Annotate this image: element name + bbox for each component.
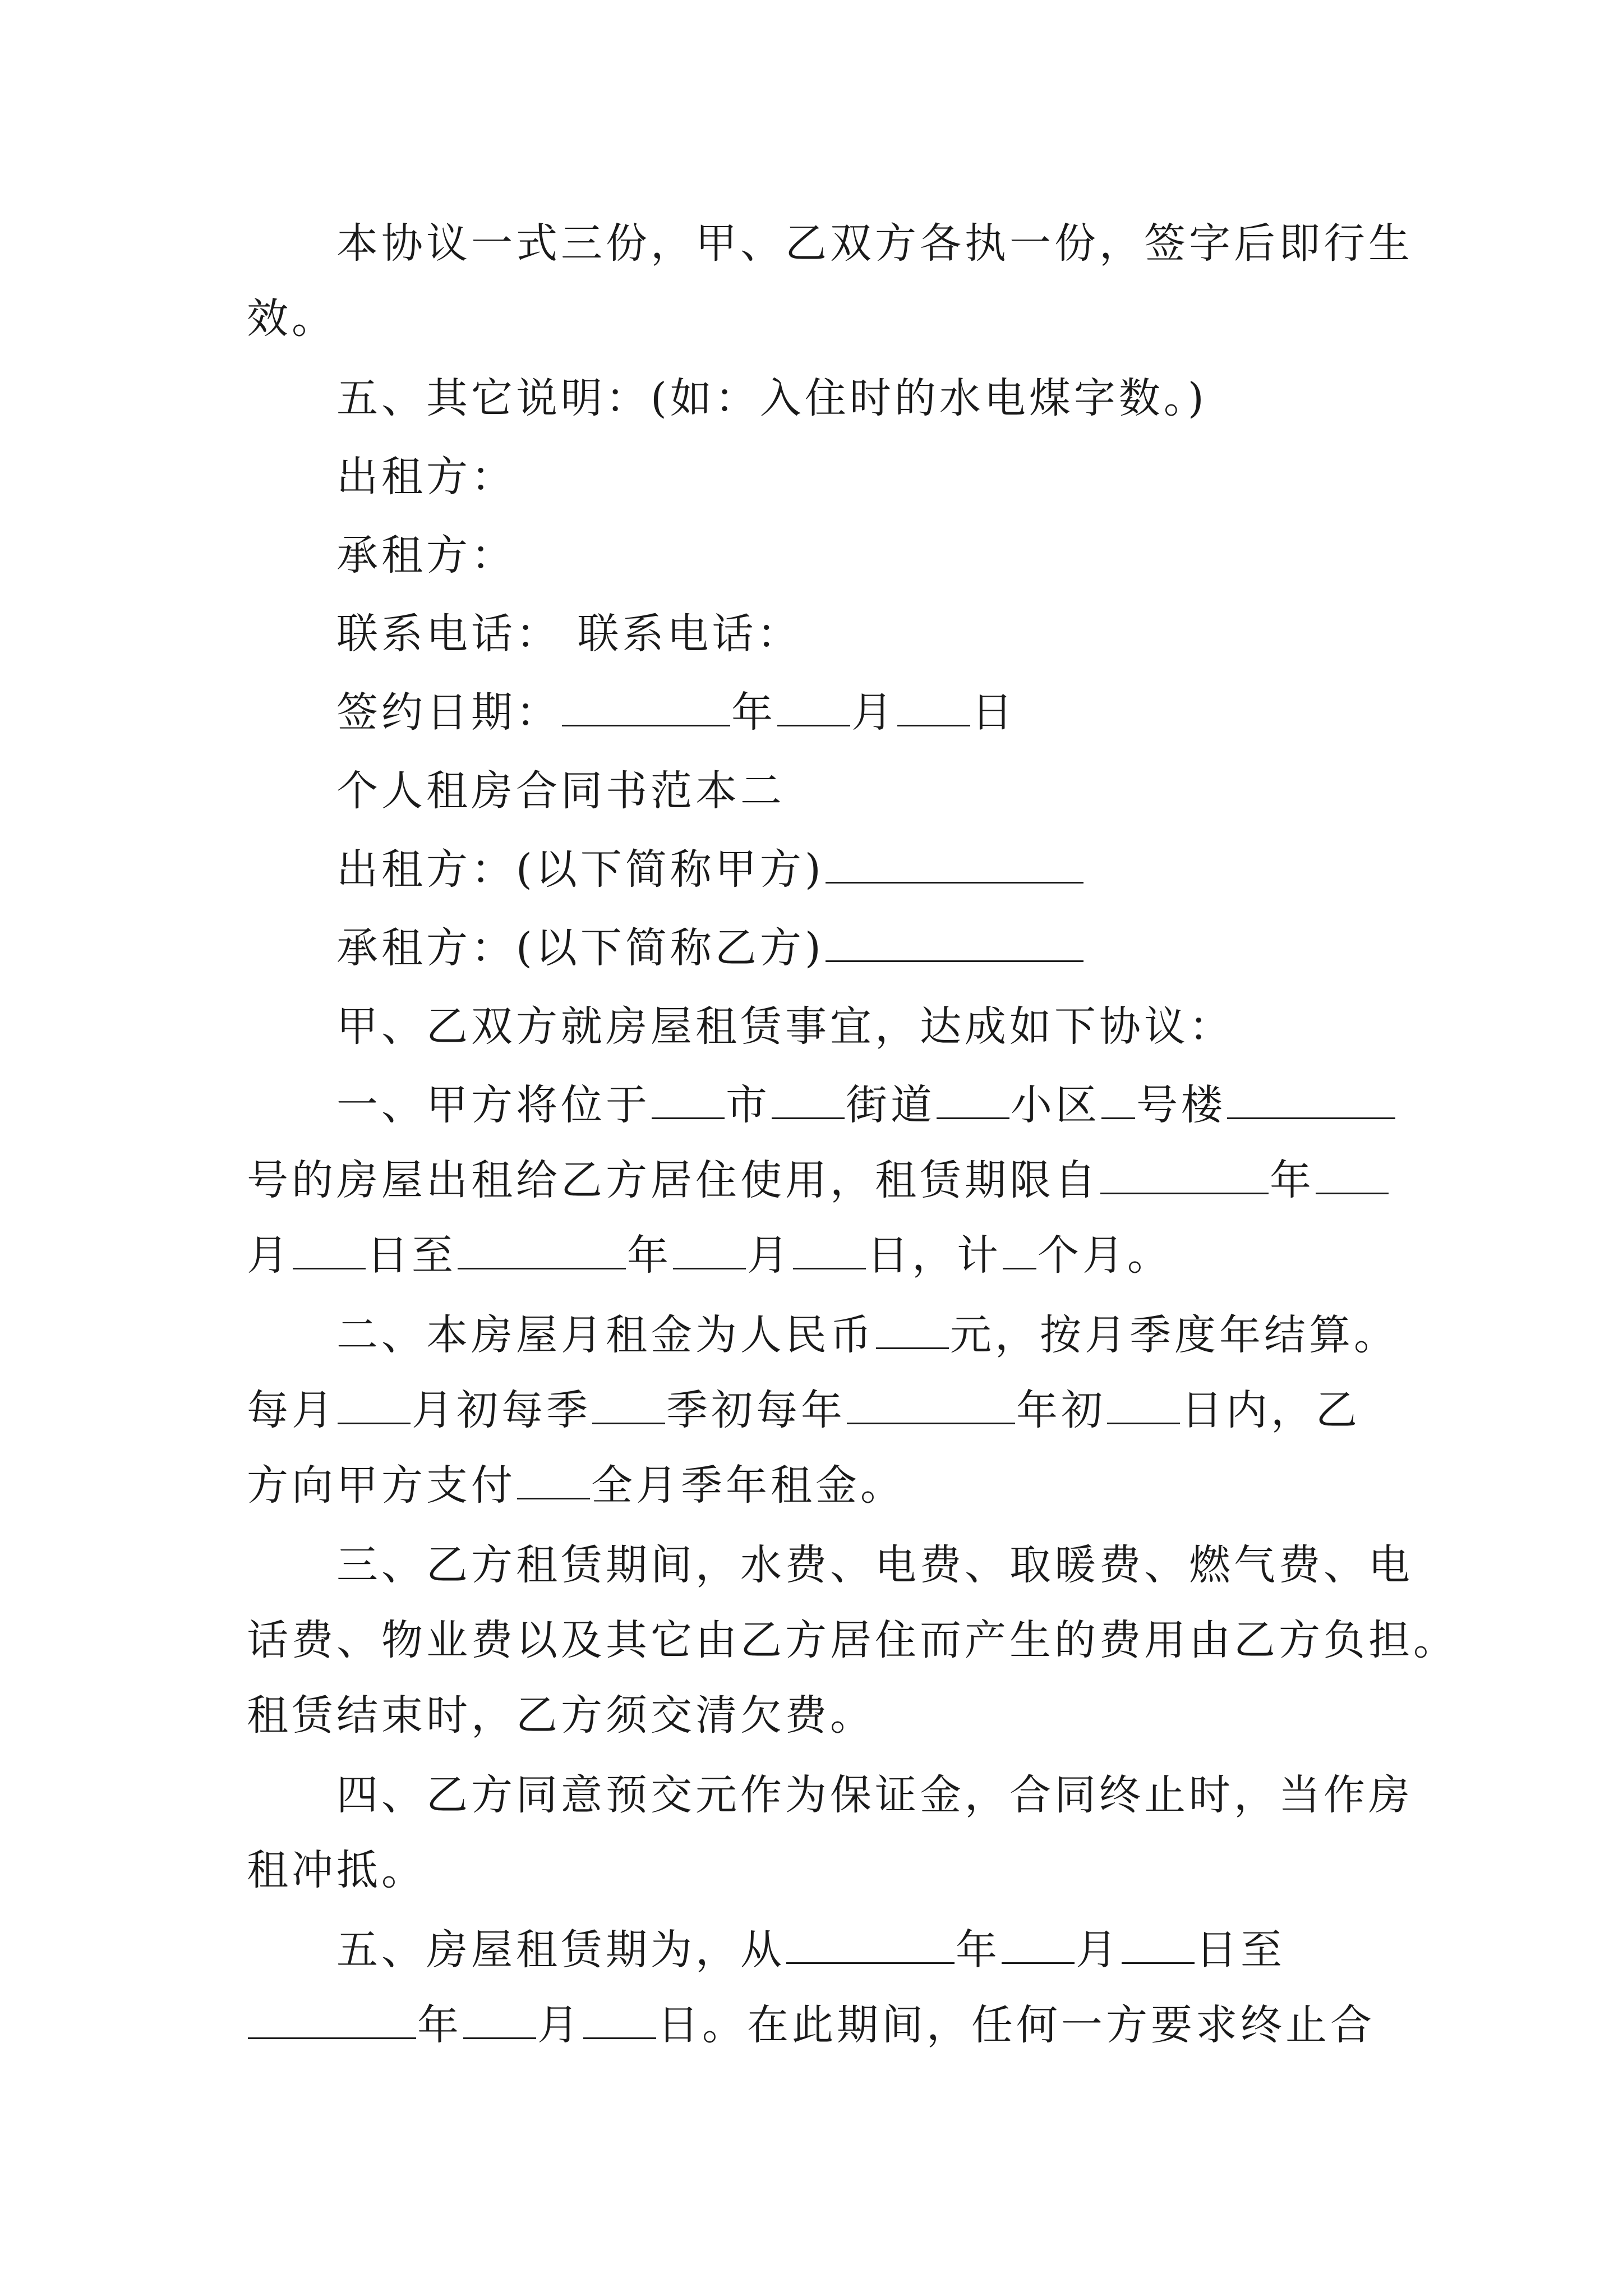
clause-2-line-2: 每月 月初每季 季初每年 年初 日内，乙 xyxy=(247,1386,1361,1434)
clause-4-line-1: 四、乙方同意预交元作为保证金，合同终止时，当作房 xyxy=(336,1771,1413,1819)
clause-5-line-2: 年 月 日。在此期间，任何一方要求终止合 xyxy=(247,1997,1391,2053)
lessee-label: 承租方： xyxy=(336,531,516,579)
agreement-intro: 甲、乙双方就房屋租赁事宜，达成如下协议： xyxy=(336,1002,1234,1051)
lessor-label: 出租方： xyxy=(336,453,516,501)
clause-1-line-3: 月 日至 年 月 日，计 个月。 xyxy=(247,1231,1172,1280)
clause-1-line-2: 号的房屋出租给乙方居住使用，租赁期限自 年 xyxy=(247,1152,1391,1208)
party-b-line: 承租方：(以下简称乙方) xyxy=(247,920,1391,976)
section-5-note: 五、其它说明：(如：入住时的水电煤字数。) xyxy=(336,374,1207,422)
contract-title: 个人租房合同书范本二 xyxy=(336,767,785,815)
blank-line xyxy=(826,846,1083,884)
paragraph-line: 效。 xyxy=(247,295,336,343)
blank-line xyxy=(897,689,970,726)
clause-3-line-2: 话费、物业费以及其它由乙方居住而产生的费用由乙方负担。 xyxy=(247,1616,1458,1664)
party-a-line: 出租方：(以下简称甲方) xyxy=(247,841,1391,898)
blank-line xyxy=(777,689,850,726)
clause-4-line-2: 租冲抵。 xyxy=(247,1846,426,1894)
sign-date-line: 签约日期： 年 月 日 xyxy=(336,688,1016,737)
phone-label: 联系电话： 联系电话： xyxy=(336,610,802,658)
clause-2-line-3: 方向甲方支付 全月季年租金。 xyxy=(247,1461,905,1510)
paragraph-line: 本协议一式三份，甲、乙双方各执一份，签字后即行生 xyxy=(336,219,1413,268)
clause-3-line-1: 三、乙方租赁期间，水费、电费、取暖费、燃气费、电 xyxy=(336,1541,1413,1589)
clause-5-line-1: 五、房屋租赁期为，从 年 月 日至 xyxy=(336,1926,1285,1974)
blank-line xyxy=(826,924,1083,962)
clause-1-line-1: 一、甲方将位于 市 街道 小区 号楼 xyxy=(247,1077,1391,1133)
clause-3-line-3: 租赁结束时，乙方须交清欠费。 xyxy=(247,1691,875,1740)
sign-date-label: 签约日期： xyxy=(336,688,561,737)
blank-line xyxy=(562,689,730,726)
clause-2-line-1: 二、本房屋月租金为人民币 元，按月季度年结算。 xyxy=(336,1311,1399,1359)
